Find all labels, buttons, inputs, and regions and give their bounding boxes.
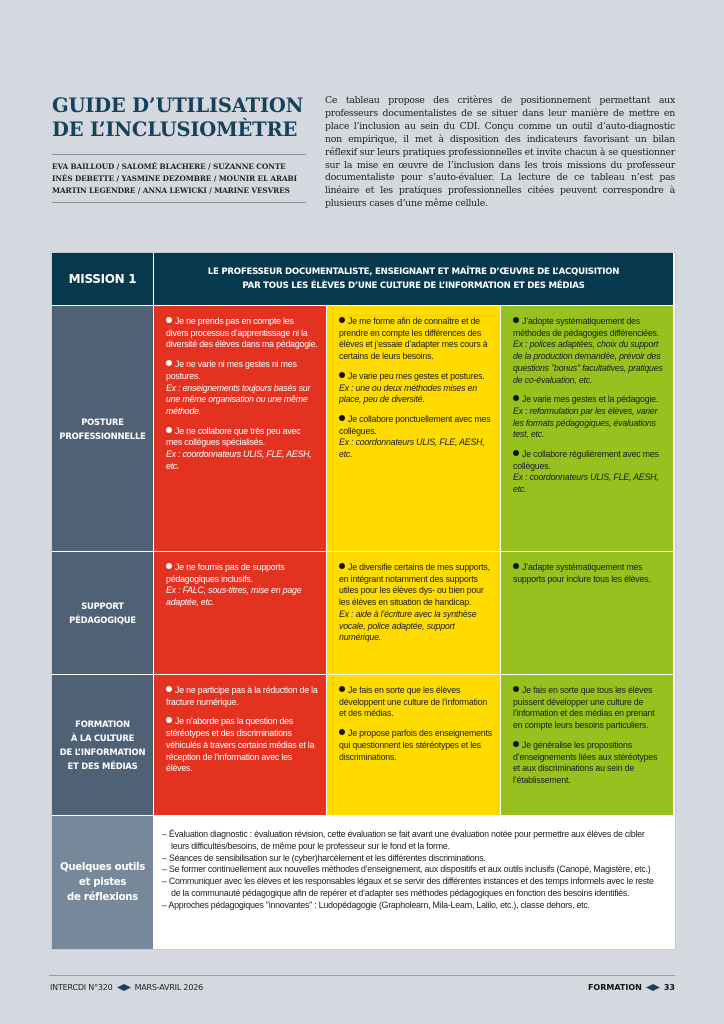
row-header-line: FORMATION xyxy=(75,719,130,729)
inclusiometre-table xyxy=(51,252,676,950)
criterion-item xyxy=(339,728,492,763)
criterion-text: Je me forme afin de connaître et de prendre en compte les différences des élèves et j’essaie d’adapter mes cours à certains de leurs besoins. xyxy=(339,316,488,362)
row-header-line: PÉDAGOGIQUE xyxy=(69,615,136,625)
tool-item: – Évaluation diagnostic : évaluation révision, cette évaluation se fait avant une évaluation notée pour permettre aux élèves de cibler leurs difficultés/besoins, de même pour le professeur sur le fond et la forme. xyxy=(162,829,645,851)
page-number: 33 xyxy=(663,983,675,992)
criterion-example: Ex : polices adaptées, choix du support de la production demandée, prévoir des questions "bonus" facultatives, pratiques de co-évaluation, etc. xyxy=(513,339,663,385)
row-header-line: PROFESSIONNELLE xyxy=(59,430,146,441)
row-header-line: À LA CULTURE xyxy=(70,733,135,743)
bullet-icon xyxy=(166,360,172,366)
criterion-text: Je ne prends pas en compte les divers processus d’apprentissage ni la diversité des élèves dans ma pédagogie. xyxy=(166,316,318,350)
criterion-item xyxy=(166,685,318,708)
criterion-example: Ex : coordonnateurs ULIS, FLE, AESH, etc. xyxy=(166,449,312,471)
criterion-item xyxy=(339,685,492,720)
article-title xyxy=(52,94,306,142)
cell-yellow xyxy=(327,552,500,674)
criterion-text: Je collabore régulièrement avec mes collègues. xyxy=(513,449,659,471)
criterion-item xyxy=(339,414,492,461)
mission-label: MISSION 1 xyxy=(52,253,153,305)
criterion-text: Je ne collabore que très peu avec mes collègues spécialisés. xyxy=(166,425,301,448)
divider xyxy=(52,202,306,203)
criterion-item xyxy=(513,562,665,585)
row-header xyxy=(52,306,153,551)
bullet-icon xyxy=(513,686,519,692)
criterion-text: Je varie peu mes gestes et postures. xyxy=(348,370,485,381)
criterion-example: Ex : aide à l’écriture avec la synthèse vocale, police adaptée, support numérique. xyxy=(339,608,477,643)
cell-yellow xyxy=(327,306,500,551)
bullet-icon xyxy=(339,563,345,569)
bullet-icon xyxy=(166,317,172,323)
criterion-text: Je varie mes gestes et la pédagogie. xyxy=(522,394,659,405)
cell-green xyxy=(501,306,673,551)
criterion-item xyxy=(513,685,665,732)
criterion-item xyxy=(166,426,318,473)
mission-title-line: LE PROFESSEUR DOCUMENTALISTE, ENSEIGNANT ET MAÎTRE D’ŒUVRE DE L’ACQUISITION xyxy=(207,267,620,277)
title-line-1: GUIDE D’UTILISATION xyxy=(52,94,304,117)
bullet-icon xyxy=(166,686,172,692)
bullet-icon xyxy=(513,563,519,569)
row-header-line: ET DES MÉDIAS xyxy=(67,761,138,771)
cell-green xyxy=(501,675,673,815)
bullet-icon xyxy=(513,450,519,456)
tool-item: – Communiquer avec les élèves et les responsables légaux et se servir des différentes instances et des temps informels avec le reste de la communauté pédagogique afin de repérer et d’adapter ses méthodes pédagogiques en fonction des besoins identifiés. xyxy=(162,876,654,898)
cell-red xyxy=(154,675,326,815)
row-header-line: POSTURE xyxy=(81,416,124,427)
criterion-text: Je diversifie certains de mes supports, en intégrant notamment des supports utiles pour les élèves dys- ou bien pour les élèves en situation de handicap. xyxy=(339,562,490,608)
cell-red xyxy=(154,306,326,551)
criterion-example: Ex : enseignements toujours basés sur une même organisation ou une même méthode. xyxy=(166,382,311,416)
tools-list xyxy=(154,816,673,949)
cell-green xyxy=(501,552,673,674)
tool-item: – Séances de sensibilisation sur le (cyber)harcèlement et les différentes discriminations. xyxy=(162,852,486,863)
intro-paragraph: Ce tableau propose des critères de positionnement permettant aux professeurs documentalistes de se situer dans leur manière de mettre en place l’inclusion au sein du CDI. Conçu comme un outil d’auto-diagnostic non empirique, il met à disposition des indicateurs favorisant un bilan réflexif sur leurs pratiques professionnelles et invite chacun à se questionner sur la mise en œuvre de l’inclusion dans les trois missions du professeur documentaliste pour s’auto-évaluer. La lecture de ce tableau n’est pas linéaire et les pratiques professionnelles citées peuvent correspondre à plusieurs cases d’une même cellule. xyxy=(325,95,675,210)
criterion-example: Ex : coordonnateurs ULIS, FLE, AESH, etc. xyxy=(339,437,485,460)
divider xyxy=(52,154,306,155)
bullet-icon xyxy=(339,686,345,692)
criterion-item xyxy=(513,394,665,441)
criterion-item xyxy=(166,359,318,418)
footer-left xyxy=(50,983,203,992)
criterion-item xyxy=(513,740,665,787)
authors-line: EVA BAILLOUD / SALOMÉ BLACHERE / SUZANNE CONTE xyxy=(52,162,286,171)
diamond-icon xyxy=(117,984,131,991)
row-header-line: DE L’INFORMATION xyxy=(59,747,146,757)
criterion-text: Je ne varie ni mes gestes ni mes postures. xyxy=(166,359,297,381)
criterion-text: Je ne participe pas à la réduction de la fracture numérique. xyxy=(166,685,318,707)
criterion-item xyxy=(339,562,492,644)
bullet-icon xyxy=(339,317,345,323)
criterion-text: Je fais en sorte que tous les élèves puissent développer une culture de l’information et des médias en prenant en compte leurs besoins particuliers. xyxy=(513,685,655,731)
criterion-item xyxy=(339,316,492,363)
criterion-text: J’adopte systématiquement des méthodes de pédagogies différenciées. xyxy=(513,316,660,338)
criterion-example: Ex : une ou deux méthodes mises en place, peu de diversité. xyxy=(339,382,477,405)
criterion-item xyxy=(166,562,318,609)
magazine-issue: INTERCDI N°320 xyxy=(50,983,113,992)
bullet-icon xyxy=(513,317,519,323)
bullet-icon xyxy=(166,717,172,723)
cell-yellow xyxy=(327,675,500,815)
article-header xyxy=(52,94,306,203)
mission-title-line: PAR TOUS LES ÉLÈVES D’UNE CULTURE DE L’INFORMATION ET DES MÉDIAS xyxy=(242,281,585,291)
criterion-item xyxy=(513,449,665,496)
tools-row-header xyxy=(52,816,153,949)
footer-divider xyxy=(49,975,675,976)
bullet-icon xyxy=(339,372,345,378)
row-header xyxy=(52,675,153,815)
criterion-text: J’adapte systématiquement mes supports pour inclure tous les élèves. xyxy=(513,562,651,584)
diamond-icon xyxy=(646,984,660,991)
row-header-line: et pistes xyxy=(78,877,127,888)
bullet-icon xyxy=(166,427,172,433)
criterion-item xyxy=(166,316,318,351)
criterion-item xyxy=(166,716,318,775)
section-name: FORMATION xyxy=(587,983,642,992)
criterion-text: Je généralise les propositions d’enseignements liées aux stéréotypes et aux discriminations au sein de l’établissement. xyxy=(513,739,658,785)
footer-right xyxy=(588,983,675,992)
criterion-example: Ex : FALC, sous-titres, mise en page adaptée, etc. xyxy=(166,585,302,608)
criterion-text: Je fais en sorte que les élèves développent une culture de l’information et des médias. xyxy=(339,685,488,719)
authors-line: INÈS DEBETTE / YASMINE DEZOMBRE / MOUNIR EL ARABI xyxy=(52,174,297,183)
cell-red xyxy=(154,552,326,674)
criterion-item xyxy=(339,371,492,406)
tool-item: – Se former continuellement aux nouvelles méthodes d’enseignement, aux dispositifs et aux outils inclusifs (Canopé, Magistère, etc.) xyxy=(162,864,651,875)
bullet-icon xyxy=(513,395,519,401)
mission-title xyxy=(154,253,673,305)
criterion-text: Je n’aborde pas la question des stéréotypes et des discriminations véhiculés à travers certains médias et la réception de l’information avec les élèves. xyxy=(166,716,315,774)
title-line-2: DE L’INCLUSIOMÈTRE xyxy=(52,118,298,141)
authors xyxy=(52,161,306,197)
row-header-line: SUPPORT xyxy=(81,601,124,611)
issue-date: MARS-AVRIL 2026 xyxy=(134,983,203,992)
tool-item: – Approches pédagogiques "innovantes" : Ludopédagogie (Grapholearn, Mila-Learn, Lalilo, etc.), classe dehors, etc. xyxy=(162,899,590,910)
bullet-icon xyxy=(166,563,172,569)
criterion-text: Je collabore ponctuellement avec mes collègues. xyxy=(339,413,491,436)
authors-line: MARTIN LEGENDRE / ANNA LEWICKI / MARINE VESVRES xyxy=(52,186,290,195)
criterion-example: Ex : reformulation par les élèves, varier les formats pédagogiques, évaluations test, etc. xyxy=(513,405,658,440)
criterion-item xyxy=(513,316,665,386)
row-header-line: de réflexions xyxy=(67,892,138,903)
criterion-example: Ex : coordonnateurs ULIS, FLE, AESH, etc. xyxy=(513,472,659,495)
bullet-icon xyxy=(339,729,345,735)
bullet-icon xyxy=(513,741,519,747)
row-header xyxy=(52,552,153,674)
criterion-text: Je ne fournis pas de supports pédagogiques inclusifs. xyxy=(166,562,285,584)
bullet-icon xyxy=(339,415,345,421)
criterion-text: Je propose parfois des enseignements qui questionnent les stéréotypes et les discriminations. xyxy=(339,728,492,762)
row-header-line: Quelques outils xyxy=(59,862,146,873)
